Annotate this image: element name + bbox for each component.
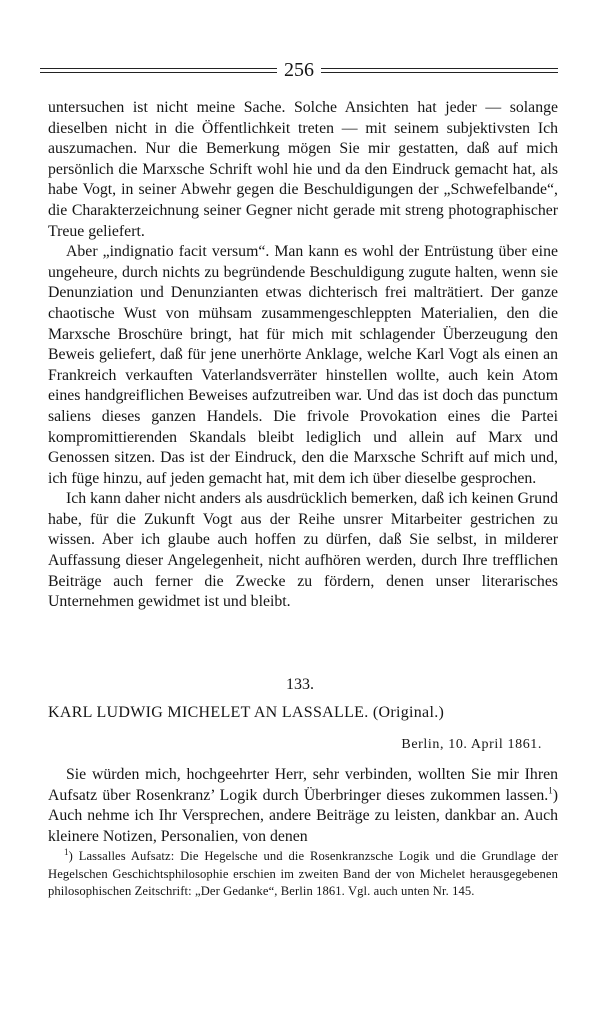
paragraph: Ich kann daher nicht anders als ausdrücklich bemerken, daß ich keinen Grund habe, für die Zukunft Vogt aus der Reihe unsrer Mitarbeiter gestrichen zu wissen. Aber ich glaube auch hoffen zu dürfen, daß Sie selbst, in milderer Auffassung dieser Angelegenheit, nicht aufhören werden, durch Ihre trefflichen Beiträge auch ferner die Zwecke zu fördern, denen unser literarisches Unternehmen gewidmet ist und bleibt. — [48, 490, 558, 611]
letter-heading-title: KARL LUDWIG MICHELET AN LASSALLE. — [48, 704, 369, 721]
footnote-marker: 1 — [548, 785, 553, 796]
letter-text-part: Sie würden mich, hochgeehrter Herr, sehr verbinden, wollten Sie mir Ihren Aufsatz über Rosenkranz’ Logik durch Überbringer dieses zukommen lassen. — [48, 766, 558, 804]
footnote — [48, 848, 558, 901]
page-header — [40, 55, 558, 85]
footnote-text: ) Lassalles Aufsatz: Die Hegelsche und die Rosenkranzsche Logik und die Grundlage der Hegelschen Geschichtsphilosophie erschien im zweiten Band der von Michelet herausgegebenen philosophischen Zeitschrift: „Der Gedanke“, Berlin 1861. Vgl. auch unten Nr. 145. — [48, 849, 558, 899]
paragraph: Aber „indignatio facit versum“. Man kann es wohl der Entrüstung über eine ungeheure, durch nichts zu begründende Beschuldigung zugute halten, wenn sie Denunziation und Denunzianten etwas dichterisch frei malträtiert. Der ganze chaotische Wust von mühsam zusammengeschleppten Materialien, den die Marxsche Broschüre bringt, hat für mich mit schlagender Überzeugung den Beweis geliefert, daß für jene unerhörte Anklage, welche Karl Vogt als einen an Frankreich verkauften Vaterlandsverräter hinstellen wollte, auch kein Atom eines handgreiflichen Beweises aufzutreiben war. Und das ist doch das punctum saliens dieses ganzen Handels. Die frivole Provokation eines die Partei kompromittierenden Skandals bleibt lediglich und allein auf Marx und Genossen sitzen. Das ist der Eindruck, den die Marxsche Schrift auf mich und, ich füge hinzu, auf jeden gemacht hat, mit dem ich über dieselbe gesprochen. — [48, 243, 558, 487]
body-text — [48, 98, 558, 613]
header-rule-right — [321, 68, 558, 73]
page-number: 256 — [284, 59, 314, 81]
letter-dateline: Berlin, 10. April 1861. — [401, 737, 542, 752]
letter-heading-note: (Original.) — [372, 704, 445, 721]
paragraph: untersuchen ist nicht meine Sache. Solche Ansichten hat jeder — solange dieselben nicht in die Öffentlichkeit treten — mit seinem subjektivsten Ich auszumachen. Nur die Bemerkung mögen Sie mir gestatten, daß auf mich persönlich die Marxsche Schrift wohl hie und da den Eindruck gemacht hat, als habe Vogt, in seiner Abwehr gegen die Beschuldigungen der „Schwefelbande“, die Charakterzeichnung seiner Gegner nicht gerade mit streng photographischer Treue geliefert. — [48, 99, 558, 240]
header-rule-left — [40, 68, 277, 73]
letter-paragraph — [48, 765, 558, 847]
letter-text-part: ) Auch nehme ich Ihr Versprechen, andere Beiträge zu leisten, dankbar an. Auch kleinere Notizen, Personalien, von denen — [48, 786, 558, 845]
letter-heading — [48, 704, 558, 722]
footnote-paragraph — [48, 848, 558, 901]
letter-text — [48, 765, 558, 847]
footnote-mark: 1 — [64, 846, 69, 857]
letter-number: 133. — [286, 676, 314, 693]
